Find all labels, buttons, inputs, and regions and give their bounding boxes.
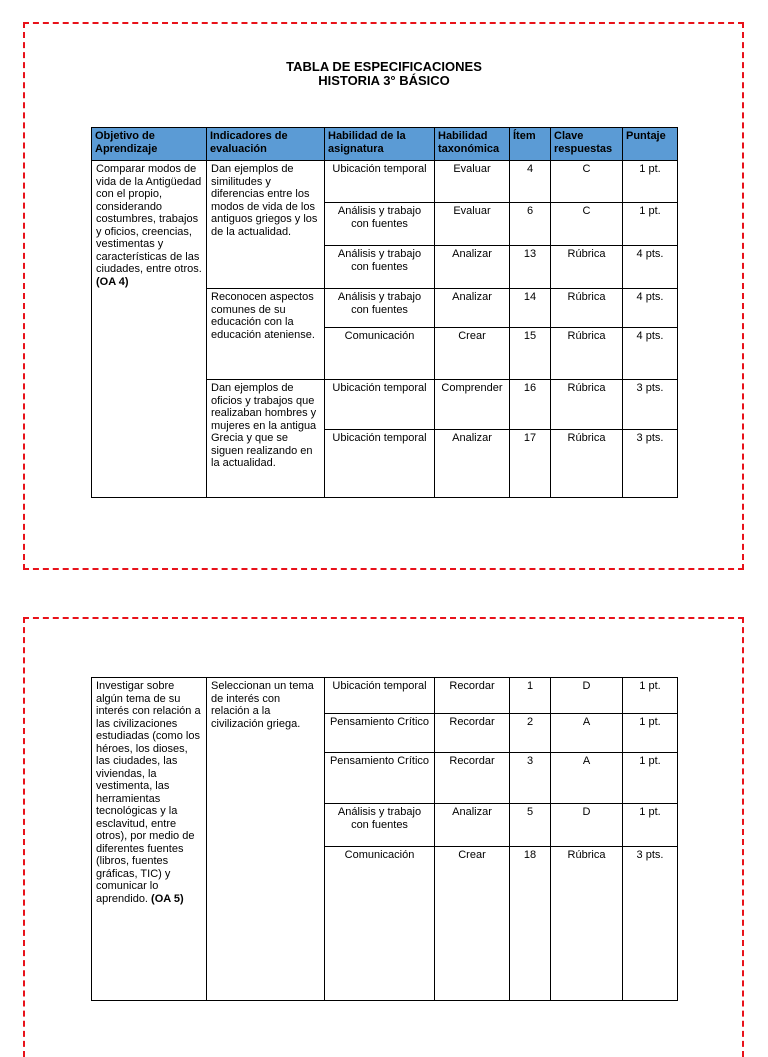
specification-table-1	[91, 127, 678, 498]
item-cell: 14	[510, 289, 551, 328]
clave-cell: Rúbrica	[551, 246, 623, 289]
clave-cell: C	[551, 203, 623, 246]
puntaje-cell: 1 pt.	[623, 753, 678, 804]
taxonomica-cell: Crear	[435, 328, 510, 380]
header-clave: Clave respuestas	[551, 128, 623, 161]
puntaje-cell: 3 pts.	[623, 430, 678, 498]
clave-cell: D	[551, 678, 623, 714]
objetivo-text: Comparar modos de vida de la Antigüedad con el propio, considerando costumbres, trabajos y oficios, creencias, vestimentas y características de las ciudades, entre otros.	[96, 163, 202, 275]
habilidad-cell: Análisis y trabajo con fuentes	[325, 246, 435, 289]
habilidad-cell: Análisis y trabajo con fuentes	[325, 289, 435, 328]
puntaje-cell: 4 pts.	[623, 328, 678, 380]
puntaje-cell: 4 pts.	[623, 289, 678, 328]
habilidad-cell: Ubicación temporal	[325, 430, 435, 498]
item-cell: 4	[510, 161, 551, 203]
habilidad-cell: Pensamiento Crítico	[325, 753, 435, 804]
habilidad-cell: Análisis y trabajo con fuentes	[325, 804, 435, 847]
habilidad-cell: Ubicación temporal	[325, 161, 435, 203]
clave-cell: Rúbrica	[551, 847, 623, 1001]
header-objetivo: Objetivo de Aprendizaje	[92, 128, 207, 161]
indicador-cell: Reconocen aspectos comunes de su educación con la educación ateniense.	[207, 289, 325, 380]
item-cell: 15	[510, 328, 551, 380]
taxonomica-cell: Recordar	[435, 714, 510, 753]
clave-cell: Rúbrica	[551, 380, 623, 430]
puntaje-cell: 1 pt.	[623, 203, 678, 246]
indicador-cell: Seleccionan un tema de interés con relación a la civilización griega.	[207, 678, 325, 1001]
header-puntaje: Puntaje	[623, 128, 678, 161]
taxonomica-cell: Crear	[435, 847, 510, 1001]
item-cell: 16	[510, 380, 551, 430]
header-habilidad-asignatura: Habilidad de la asignatura	[325, 128, 435, 161]
objetivo-text: Investigar sobre algún tema de su interés con relación a las civilizaciones estudiadas (como los héroes, los dioses, las ciudades, las viviendas, la vestimenta, las herramientas tecnológicas y la esclavitud, entre otros), por medio de diferentes fuentes (libros, fuentes gráficas, TIC) y comunicar lo aprendido.	[96, 680, 201, 905]
clave-cell: C	[551, 161, 623, 203]
table-row	[92, 678, 678, 714]
objetivo-code: (OA 5)	[151, 892, 184, 905]
header-item: Ítem	[510, 128, 551, 161]
habilidad-cell: Comunicación	[325, 328, 435, 380]
puntaje-cell: 4 pts.	[623, 246, 678, 289]
puntaje-cell: 3 pts.	[623, 380, 678, 430]
taxonomica-cell: Recordar	[435, 753, 510, 804]
puntaje-cell: 1 pt.	[623, 714, 678, 753]
puntaje-cell: 3 pts.	[623, 847, 678, 1001]
habilidad-cell: Ubicación temporal	[325, 678, 435, 714]
table-header-row	[92, 128, 678, 161]
clave-cell: A	[551, 714, 623, 753]
objetivo-code: (OA 4)	[96, 275, 129, 288]
taxonomica-cell: Recordar	[435, 678, 510, 714]
taxonomica-cell: Analizar	[435, 289, 510, 328]
puntaje-cell: 1 pt.	[623, 161, 678, 203]
specification-table-2	[91, 677, 678, 1001]
clave-cell: Rúbrica	[551, 289, 623, 328]
clave-cell: D	[551, 804, 623, 847]
header-indicadores: Indicadores de evaluación	[207, 128, 325, 161]
item-cell: 1	[510, 678, 551, 714]
clave-cell: Rúbrica	[551, 328, 623, 380]
title-line-1: TABLA DE ESPECIFICACIONES	[286, 59, 482, 74]
taxonomica-cell: Analizar	[435, 804, 510, 847]
clave-cell: Rúbrica	[551, 430, 623, 498]
item-cell: 6	[510, 203, 551, 246]
puntaje-cell: 1 pt.	[623, 678, 678, 714]
item-cell: 18	[510, 847, 551, 1001]
objetivo-cell	[92, 678, 207, 1001]
habilidad-cell: Ubicación temporal	[325, 380, 435, 430]
habilidad-cell: Comunicación	[325, 847, 435, 1001]
taxonomica-cell: Evaluar	[435, 161, 510, 203]
document-title	[0, 60, 768, 88]
item-cell: 13	[510, 246, 551, 289]
taxonomica-cell: Analizar	[435, 430, 510, 498]
item-cell: 17	[510, 430, 551, 498]
clave-cell: A	[551, 753, 623, 804]
taxonomica-cell: Analizar	[435, 246, 510, 289]
title-line-2: HISTORIA 3° BÁSICO	[318, 73, 450, 88]
taxonomica-cell: Comprender	[435, 380, 510, 430]
taxonomica-cell: Evaluar	[435, 203, 510, 246]
indicador-cell: Dan ejemplos de similitudes y diferencias entre los modos de vida de los antiguos griegos y los de la actualidad.	[207, 161, 325, 289]
item-cell: 3	[510, 753, 551, 804]
header-habilidad-taxonomica: Habilidad taxonómica	[435, 128, 510, 161]
item-cell: 5	[510, 804, 551, 847]
objetivo-cell	[92, 161, 207, 498]
habilidad-cell: Análisis y trabajo con fuentes	[325, 203, 435, 246]
table-row	[92, 161, 678, 203]
indicador-cell: Dan ejemplos de oficios y trabajos que realizaban hombres y mujeres en la antigua Grecia y que se siguen realizando en la actualidad.	[207, 380, 325, 498]
item-cell: 2	[510, 714, 551, 753]
puntaje-cell: 1 pt.	[623, 804, 678, 847]
habilidad-cell: Pensamiento Crítico	[325, 714, 435, 753]
